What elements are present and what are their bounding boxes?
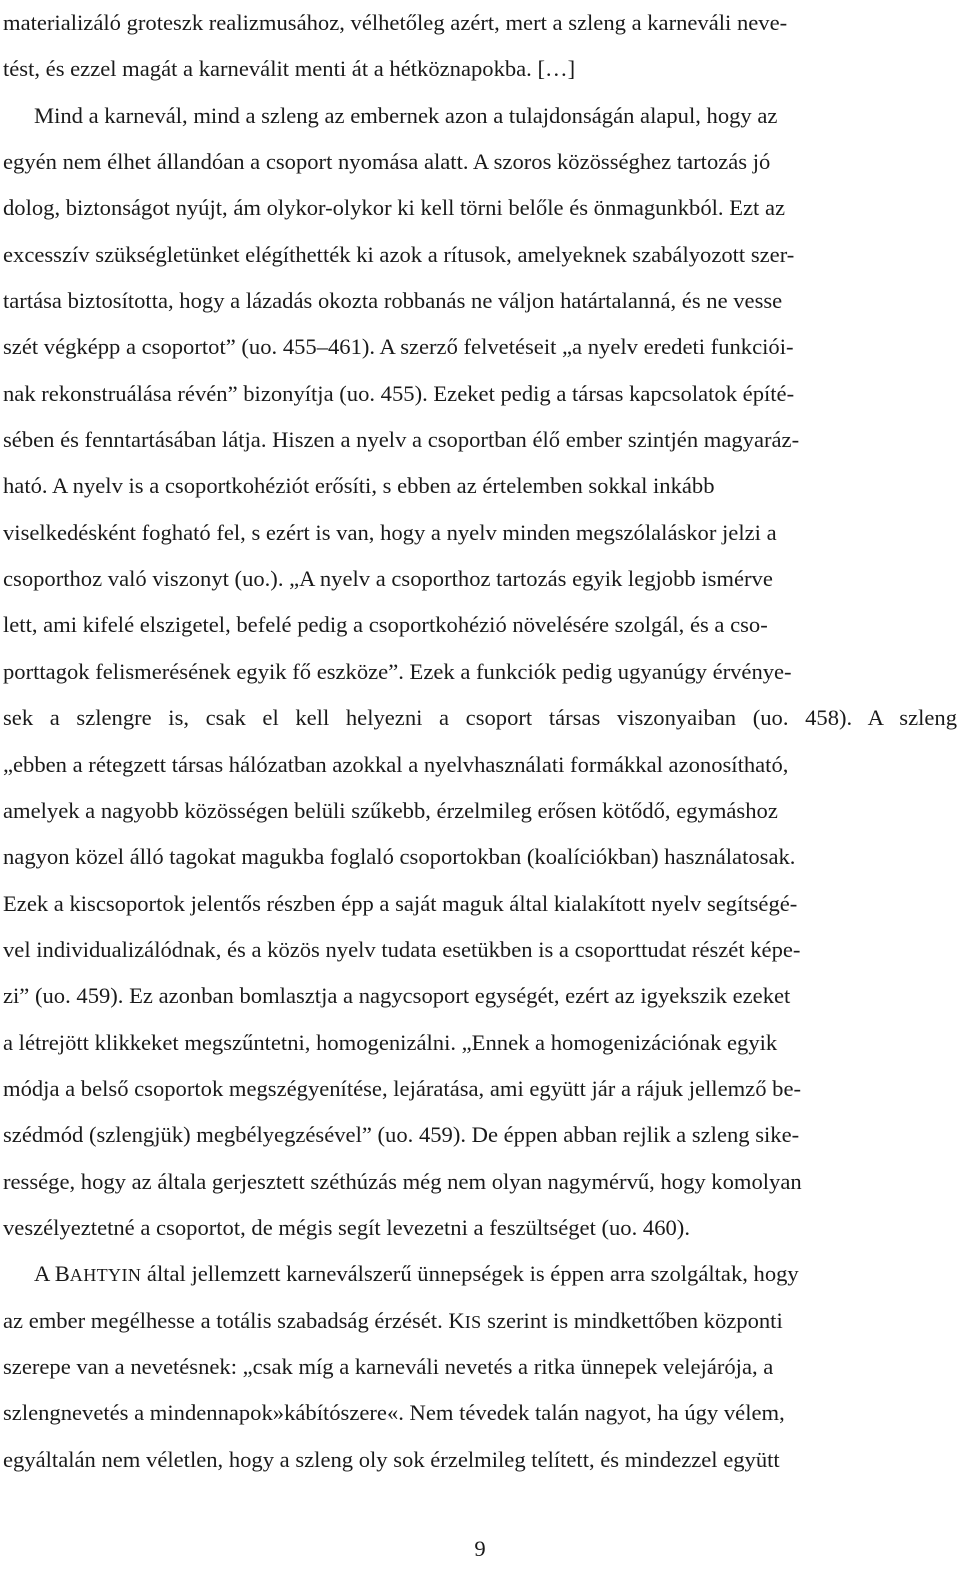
text-line: nak rekonstruálása révén” bizonyítja (uo. 455). Ezeket pedig a társas kapcsolatok építé- — [3, 380, 795, 406]
text-line: ressége, hogy az általa gerjesztett széthúzás még nem olyan nagymérvű, hogy komolyan — [3, 1168, 802, 1194]
text-line: egyáltalán nem véletlen, hogy a szleng oly sok érzelmileg telített, és mindezzel együtt — [3, 1446, 780, 1472]
text-line: dolog, biztonságot nyújt, ám olykor-olykor ki kell törni belőle és önmagunkból. Ezt az — [3, 195, 786, 221]
text-line: Ezek a kiscsoportok jelentős részben épp a saját maguk által kialakított nyelv segítségé- — [3, 890, 798, 916]
text-line: viselkedésként fogható fel, s ezért is van, hogy a nyelv minden megszólaláskor jelzi a — [3, 519, 777, 545]
text-line — [3, 1298, 957, 1344]
text-line: „ebben a rétegzett társas hálózatban azokkal a nyelvhasználati formákkal azonosítható, — [3, 751, 789, 777]
text-line: sében és fenntartásában látja. Hiszen a nyelv a csoportban élő ember szintjén magyaráz- — [3, 427, 800, 453]
text-line: porttagok felismerésének egyik fő eszköze”. Ezek a funkciók pedig ugyanúgy érvénye- — [3, 658, 792, 684]
text-line: szerepe van a nevetésnek: „csak míg a karneváli nevetés a ritka ünnepek velejárója, a — [3, 1353, 774, 1379]
text-line: egyén nem élhet állandóan a csoport nyomása alatt. A szoros közösséghez tartozás jó — [3, 149, 771, 175]
small-caps-name: IS — [464, 1311, 482, 1332]
page-number: 9 — [474, 1536, 486, 1561]
text-segment: által jellemzett karneválszerű ünnepségek is éppen arra szolgáltak, hogy — [141, 1261, 799, 1287]
text-line: lett, ami kifelé elszigetel, befelé pedig a csoportkohézió növelésére szolgál, és a cso- — [3, 612, 768, 638]
text-line — [3, 1251, 957, 1297]
text-line: szét végképp a csoportot” (uo. 455–461). A szerző felvetéseit „a nyelv eredeti funkciói- — [3, 334, 794, 360]
text-line: veszélyeztetné a csoportot, de mégis segít levezetni a feszültséget (uo. 460). — [3, 1214, 690, 1240]
text-line: excesszív szükségletünket elégíthették ki azok a rítusok, amelyeknek szabályozott szer- — [3, 241, 795, 267]
text-segment: szerint is mindkettőben központi — [481, 1307, 783, 1333]
text-line: zi” (uo. 459). Ez azonban bomlasztja a nagycsoport egységét, ezért az igyekszik ezeket — [3, 983, 791, 1009]
text-line: sek a szlengre is, csak el kell helyezni a csoport társas viszonyaiban (uo. 458). A szleng — [3, 705, 957, 731]
text-segment: A B — [34, 1261, 70, 1287]
text-line: Mind a karnevál, mind a szleng az embernek azon a tulajdonságán alapul, hogy az — [34, 102, 778, 128]
text-line: csoporthoz való viszonyt (uo.). „A nyelv a csoporthoz tartozás egyik legjobb ismérve — [3, 566, 773, 592]
text-line: amelyek a nagyobb közösségen belüli szűkebb, érzelmileg erősen kötődő, egymáshoz — [3, 797, 778, 823]
text-line: materializáló groteszk realizmusához, vélhetőleg azért, mert a szleng a karneváli neve- — [3, 10, 788, 35]
text-line: vel individualizálódnak, és a közös nyelv tudata esetükben is a csoporttudat részét képe- — [3, 936, 801, 962]
text-line: szlengnevetés a mindennapok»kábítószere«. Nem tévedek talán nagyot, ha úgy vélem, — [3, 1400, 785, 1426]
text-line: tést, és ezzel magát a karneválit menti át a hétköznapokba. […] — [3, 56, 576, 82]
text-line: a létrejött klikkeket megszűntetni, homogenizálni. „Ennek a homogenizációnak egyik — [3, 1029, 778, 1055]
text-line: nagyon közel álló tagokat magukba foglaló csoportokban (koalíciókban) használatosak. — [3, 844, 796, 870]
text-line: módja a belső csoportok megszégyenítése, lejáratása, ami együtt jár a rájuk jellemző be- — [3, 1075, 802, 1101]
text-line: tartása biztosította, hogy a lázadás okozta robbanás ne váljon határtalanná, és ne vesse — [3, 288, 783, 314]
text-line: ható. A nyelv is a csoportkohéziót erősíti, s ebben az értelemben sokkal inkább — [3, 473, 715, 499]
text-line: szédmód (szlengjük) megbélyegzésével” (uo. 459). De éppen abban rejlik a szleng sike- — [3, 1122, 800, 1148]
body-text — [3, 0, 957, 1483]
small-caps-name: AHTYIN — [69, 1265, 142, 1286]
text-segment: az ember megélhesse a totális szabadság érzését. K — [3, 1307, 465, 1333]
